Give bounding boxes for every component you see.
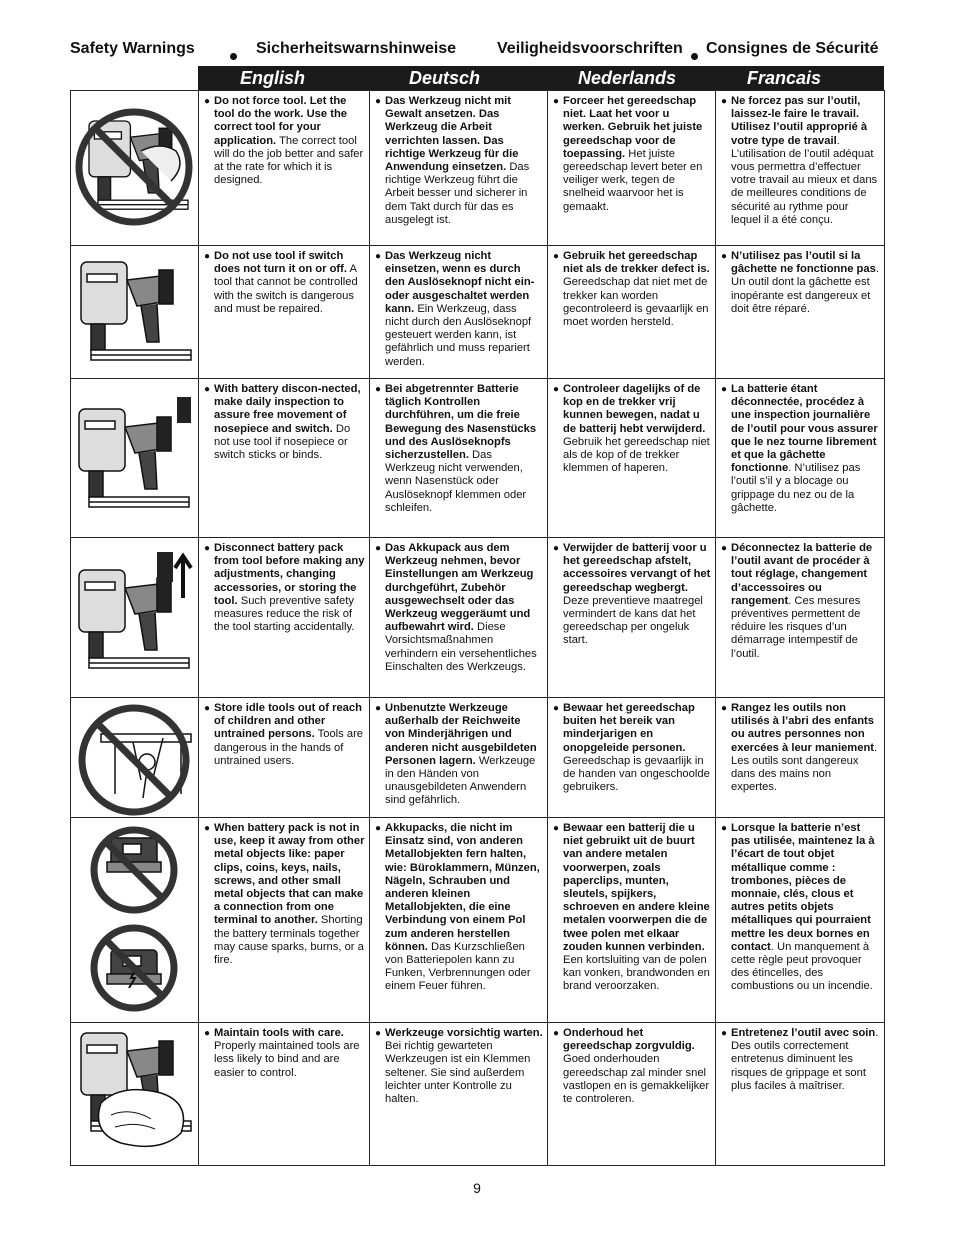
warning-body-nl: Het juiste gereedschap levert beter en veiliger werk, tegen de snelheid waarvoor het is gemaakt. [563, 147, 703, 213]
warning-text-nl [563, 250, 711, 329]
warning-body-fr: . L’utilisation de l’outil adéquat vous permettra d’effectuer votre travail au mieux et dans de meilleures conditions de sécurité au rythme pour lequel il a été conçu. [731, 134, 878, 226]
warning-text-fr [731, 702, 880, 794]
warning-bold-de: Bei abgetrennter Batterie täglich Kontrollen durchführen, um die freie Bewegung des Nasenstücks und des Auslöseknopfs sicherzustellen. [385, 383, 537, 462]
nailer-cleaning-cloth-icon [71, 1023, 197, 1164]
warning-text-de [385, 822, 543, 994]
cell-fr-4 [716, 698, 885, 818]
cell-en-0 [199, 91, 370, 246]
cell-fr-6 [716, 1023, 885, 1166]
nailer-switch-icon [71, 246, 197, 377]
warning-body-fr: . Ces mesures préventives permettent de réduire les risques d’un démarrage intempestif de l’outil. [731, 594, 861, 660]
warning-body-fr: . Des outils correctement entretenus diminuent les risques de grippage et sont plus faciles à maîtriser. [731, 1027, 879, 1092]
warning-body-en: Properly maintained tools are less likely to bind and are easier to control. [214, 1040, 360, 1079]
bullet-icon: ● [721, 543, 728, 554]
warning-body-nl: Goed onderhouden gereedschap zal minder snel vastlopen en is gemakkelijker te controleren. [563, 1053, 710, 1106]
warning-text-en [214, 95, 365, 187]
warning-text-de [385, 1027, 543, 1106]
warning-bold-fr: Entretenez l’outil avec soin [731, 1027, 876, 1039]
warning-text-de [385, 250, 543, 369]
prohibited-child-reach-icon [71, 698, 197, 816]
bullet-icon: ● [553, 384, 560, 395]
cell-de-5 [370, 818, 548, 1023]
bullet-icon: ● [553, 251, 560, 262]
warning-body-nl: Een kortsluiting van de polen kan vonken, brandwonden en brand veroorzaken. [563, 954, 710, 993]
battery-removal-arrow-icon [71, 538, 197, 696]
warning-body-de: Ein Werkzeug, dass nicht durch den Auslöseknopf gesteuert werden kann, ist gefährlich und muss repariert werden. [385, 302, 532, 368]
warning-bold-nl: Bewaar het gereedschap buiten het bereik van minderjarigen en onopgeleide personen. [563, 702, 695, 754]
warning-bold-fr: Rangez les outils non utilisés à l’abri des enfants ou autres personnes non exercées à leur maniement [731, 702, 875, 754]
cell-nl-1 [548, 246, 716, 379]
warning-body-en: Shorting the battery terminals together may cause sparks, burns, or a fire. [214, 914, 364, 967]
warning-bold-fr: Déconnectez la batterie de l’outil avant de procéder à tout réglage, changement d’accessoires ou rangement [731, 542, 873, 607]
warning-row [71, 91, 885, 246]
cell-en-4 [199, 698, 370, 818]
bullet-icon: ● [204, 251, 211, 262]
warning-text-en [214, 1027, 365, 1080]
bullet-icon: ● [375, 384, 382, 395]
warning-body-nl: Gebruik het gereedschap niet als de kop of de trekker klemmen of haperen. [563, 435, 710, 475]
bullet-dot [691, 47, 698, 65]
warning-text-de [385, 702, 543, 808]
warning-body-en: Do not use tool if nosepiece or switch sticks or binds. [214, 422, 351, 462]
lang-francais: Francais [747, 68, 822, 88]
prohibited-battery-metal-contact-icon [71, 818, 197, 1021]
cell-fr-2 [716, 379, 885, 538]
cell-de-1 [370, 246, 548, 379]
bullet-icon: ● [204, 1028, 211, 1039]
lang-english: English [240, 68, 306, 88]
warning-text-nl [563, 95, 711, 214]
bullet-icon: ● [204, 823, 211, 834]
bullet-icon: ● [375, 1028, 382, 1039]
warning-row [71, 379, 885, 538]
warning-text-fr [731, 383, 880, 515]
warning-bold-de: Das Werkzeug nicht mit Gewalt ansetzen. Das Werkzeug die Arbeit verrichten lassen. Das richtige Werkzeug für die Anwendung einsetzen. [385, 95, 519, 174]
warning-bold-fr: Lorsque la batterie n’est pas utilisée, maintenez la à l’écart de tout objet métallique comme : trombones, pièces de monnaie, clés, clous et autres petits objets métalliques qui pourraient mettre les deux bornes en contact [731, 822, 875, 953]
cell-en-3 [199, 538, 370, 698]
warning-text-nl [563, 822, 711, 994]
warning-body-nl: Gereedschap is gevaarlijk in de handen van ongeschoolde gebruikers. [563, 754, 710, 794]
warning-text-en [214, 702, 365, 768]
cell-en-1 [199, 246, 370, 379]
header-safety-warnings: Safety Warnings [70, 40, 195, 57]
warning-text-nl [563, 542, 711, 648]
warning-bold-en: Maintain tools with care. [214, 1027, 344, 1039]
warning-bold-de: Das Werkzeug nicht einsetzen, wenn es durch den Auslöseknopf nicht ein- oder ausgeschaltet werden kann. [385, 250, 535, 315]
cell-nl-0 [548, 91, 716, 246]
warning-bold-en: Store idle tools out of reach of children and other untrained persons. [214, 702, 362, 741]
bullet-icon: ● [553, 96, 560, 107]
bullet-icon: ● [204, 96, 211, 107]
bullet-icon: ● [721, 96, 728, 107]
bullet-icon: ● [375, 703, 382, 714]
warning-text-fr [731, 95, 880, 227]
bullet-dot [230, 47, 237, 65]
warning-text-nl [563, 383, 711, 475]
warning-body-en: The correct tool will do the job better and safer at the rate for which it is designed. [214, 134, 364, 187]
warning-body-de: Das Kurzschließen von Batteriepolen kann zu Funken, Verbrennungen oder einem Feuer führen. [385, 940, 531, 993]
warning-text-en [214, 822, 365, 967]
cell-fr-5 [716, 818, 885, 1023]
bullet-icon: ● [553, 543, 560, 554]
bullet-icon: ● [721, 703, 728, 714]
page-header [70, 38, 890, 62]
page-number: 9 [473, 1180, 481, 1196]
warning-text-en [214, 542, 365, 634]
cell-en-2 [199, 379, 370, 538]
bullet-icon: ● [204, 384, 211, 395]
warning-row [71, 246, 885, 379]
warning-text-de [385, 95, 543, 227]
cell-de-6 [370, 1023, 548, 1166]
cell-nl-3 [548, 538, 716, 698]
cell-en-6 [199, 1023, 370, 1166]
warning-text-en [214, 383, 365, 462]
warning-text-fr [731, 250, 880, 316]
warning-text-en [214, 250, 365, 316]
warning-text-nl [563, 702, 711, 794]
cell-nl-2 [548, 379, 716, 538]
warning-bold-nl: Controleer dagelijks of de kop en de trekker vrij kunnen bewegen, nadat u de batterij hebt verwijderd. [563, 383, 706, 435]
bullet-icon: ● [553, 1028, 560, 1039]
language-header-bar [198, 66, 884, 90]
warning-body-fr: . Un manquement à cette règle peut provoquer des étincelles, des combustions ou un incendie. [731, 940, 873, 993]
cell-de-4 [370, 698, 548, 818]
cell-de-2 [370, 379, 548, 538]
warning-text-fr [731, 822, 880, 994]
warning-row [71, 1023, 885, 1166]
warning-text-fr [731, 542, 880, 661]
bullet-icon: ● [721, 384, 728, 395]
bullet-icon: ● [721, 823, 728, 834]
warning-bold-nl: Verwijder de batterij voor u het gereedschap afstelt, accessoires vervangt of het gereedschap wegbergt. [563, 542, 711, 594]
warning-row [71, 538, 885, 698]
warning-bold-nl: Gebruik het gereedschap niet als de trekker defect is. [563, 250, 710, 276]
warning-body-de: Bei richtig gewarteten Werkzeugen ist ein Klemmen seltener. Sie sind außerdem leichter unter Kontrolle zu halten. [385, 1040, 531, 1106]
warning-body-de: Das Werkzeug nicht verwenden, wenn Nasenstück oder Auslöseknopf klemmen oder schleifen. [385, 449, 527, 514]
bullet-icon: ● [204, 703, 211, 714]
warning-body-en: Tools are dangerous in the hands of untrained users. [214, 728, 364, 767]
prohibited-forcing-nailer-icon [71, 91, 197, 244]
warning-bold-fr: La batterie étant déconnectée, procédez à une inspection journalière de l’outil pour vous assurer que le nez tourne librement et que la gâchette fonctionne [731, 383, 878, 475]
safety-warnings-table [70, 90, 885, 1166]
warning-bold-fr: Ne forcez pas sur l’outil, laissez-le faire le travail. Utilisez l’outil approprié à votre type de travail [731, 95, 868, 147]
warning-text-de [385, 542, 543, 674]
bullet-icon: ● [375, 543, 382, 554]
warning-bold-de: Das Akkupack aus dem Werkzeug nehmen, bevor Einstellungen am Werkzeug durchgeführt, Zubehör ausgewechselt oder das Werkzeug weggeräumt und aufbewahrt wird. [385, 542, 534, 634]
illustration-cell [71, 1023, 199, 1166]
warning-body-fr: . N’utilisez pas l’outil s’il y a blocage ou grippage du nez ou de la gâchette. [731, 462, 861, 514]
bullet-icon: ● [553, 703, 560, 714]
header-veiligheids: Veiligheidsvoorschriften [497, 40, 683, 57]
lang-nederlands: Nederlands [578, 68, 677, 88]
warning-body-de: Diese Vorsichtsmaßnahmen verhindern ein versehentliches Einschalten des Werkzeugs. [385, 621, 537, 673]
lang-deutsch: Deutsch [409, 68, 481, 88]
cell-en-5 [199, 818, 370, 1023]
warning-body-nl: Gereedschap dat niet met de trekker kan worden gecontroleerd is gevaarlijk en moet worden hersteld. [563, 276, 709, 329]
cell-de-0 [370, 91, 548, 246]
illustration-cell [71, 91, 199, 246]
warning-bold-de: Unbenutzte Werkzeuge außerhalb der Reichweite von Minderjährigen und anderen nicht ausgebildeten Personen lagern. [385, 702, 537, 767]
warning-body-de: Das richtige Werkzeug führt die Arbeit besser und sicherer in dem Takt durch für das es ausgelegt ist. [385, 161, 530, 226]
warning-body-de: Werkzeuge in den Händen von unausgebildeten Anwendern sind gefährlich. [385, 754, 536, 807]
illustration-cell [71, 818, 199, 1023]
warning-bold-nl: Onderhoud het gereedschap zorgvuldig. [563, 1027, 695, 1053]
bullet-icon: ● [553, 823, 560, 834]
warning-bold-en: With battery discon-nected, make daily inspection to assure free movement of nosepiece and switch. [214, 383, 361, 435]
bullet-icon: ● [721, 251, 728, 262]
illustration-cell [71, 379, 199, 538]
warning-bold-fr: N’utilisez pas l’outil si la gâchette ne fonctionne pas [731, 250, 876, 276]
warning-body-fr: . Les outils sont dangereux dans des mains non expertes. [731, 741, 878, 794]
warning-text-de [385, 383, 543, 515]
cell-nl-5 [548, 818, 716, 1023]
warning-text-nl [563, 1027, 711, 1106]
warning-text-fr [731, 1027, 880, 1093]
warning-bold-de: Werkzeuge vorsichtig warten. [385, 1027, 543, 1039]
bullet-icon: ● [204, 543, 211, 554]
bullet-icon: ● [721, 1028, 728, 1039]
cell-de-3 [370, 538, 548, 698]
cell-nl-4 [548, 698, 716, 818]
warning-bold-en: When battery pack is not in use, keep it away from other metal objects like: paper clips, coins, keys, nails, screws, and other small metal objects that can make a connection from one terminal to another. [214, 822, 365, 927]
warning-row [71, 818, 885, 1023]
bullet-icon: ● [375, 96, 382, 107]
cell-nl-6 [548, 1023, 716, 1166]
nailer-battery-disconnected-icon [71, 379, 197, 536]
illustration-cell [71, 698, 199, 818]
warning-row [71, 698, 885, 818]
header-consignes: Consignes de Sécurité [706, 40, 879, 57]
warning-bold-nl: Bewaar een batterij die u niet gebruikt uit de buurt van andere metalen voorwerpen, zoals paperclips, munten, sleutels, spijkers, schroeven en andere kleine metalen voorwerpen die de twee polen met elkaar zouden kunnen verbinden. [563, 822, 710, 953]
illustration-cell [71, 538, 199, 698]
warning-body-en: Such preventive safety measures reduce the risk of the tool starting accidentally. [214, 594, 355, 634]
cell-fr-0 [716, 91, 885, 246]
warning-bold-nl: Forceer het gereedschap niet. Laat het voor u werken. Gebruik het juiste gereedschap voor de toepassing. [563, 95, 703, 160]
warning-bold-en: Disconnect battery pack from tool before making any adjustments, changing accessories, or storing the tool. [214, 542, 365, 607]
bullet-icon: ● [375, 251, 382, 262]
header-sicherheits: Sicherheitswarnshinweise [256, 40, 457, 57]
warning-bold-en: Do not use tool if switch does not turn it on or off. [214, 250, 347, 276]
bullet-icon: ● [375, 823, 382, 834]
warning-bold-en: Do not force tool. Let the tool do the work. Use the correct tool for your application. [214, 95, 348, 147]
warning-body-nl: Deze preventieve maatregel vermindert de kans dat het gereedschap per ongeluk start. [563, 594, 703, 647]
cell-fr-1 [716, 246, 885, 379]
illustration-cell [71, 246, 199, 379]
warning-body-fr: . Un outil dont la gâchette est inopérante est dangereux et doit être réparé. [731, 263, 879, 315]
cell-fr-3 [716, 538, 885, 698]
warning-bold-de: Akkupacks, die nicht im Einsatz sind, von anderen Metallobjekten fern halten, wie: Büroklammern, Münzen, Nägeln, Schrauben und anderen kleinen Metallobjekten, die eine Verbindung von einem Pol zum anderen herstellen können. [385, 822, 540, 953]
warning-body-en: A tool that cannot be controlled with the switch is dangerous and must be repaired. [214, 263, 358, 315]
